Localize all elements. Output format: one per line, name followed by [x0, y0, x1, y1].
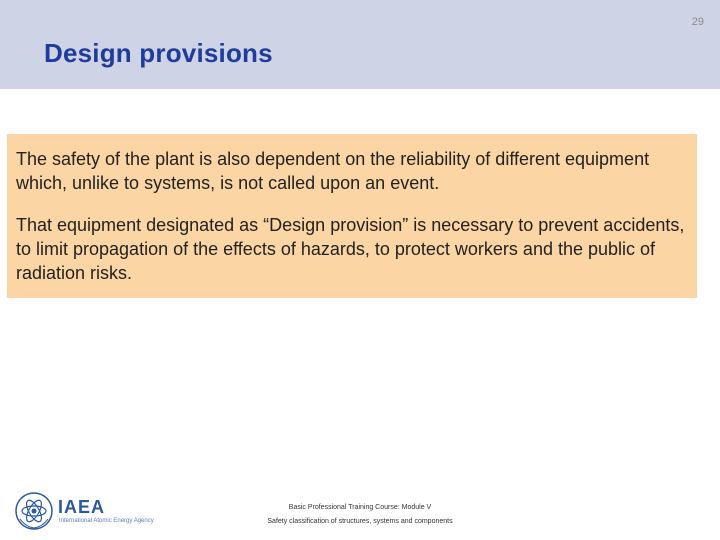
course-subtitle: Safety classification of structures, systems and components [267, 518, 453, 525]
content-paragraph-1: The safety of the plant is also dependent on the reliability of different equipment which, unlike to systems, is not called upon an event. [16, 149, 650, 193]
course-title: Basic Professional Training Course: Module V [288, 504, 432, 511]
logo-subtext: International Atomic Energy Agency [59, 518, 154, 524]
iaea-emblem-icon [14, 491, 54, 531]
logo-text: IAEA [58, 497, 106, 517]
page-number: 29 [691, 16, 704, 28]
content-box [7, 134, 697, 298]
page-title: Design provisions [44, 38, 273, 68]
content-paragraph-2: That equipment designated as “Design provision” is necessary to prevent accidents, to limit propagation of the effects of hazards, to protect workers and the public of radiation risks. [16, 215, 685, 283]
iaea-logo [14, 491, 174, 531]
